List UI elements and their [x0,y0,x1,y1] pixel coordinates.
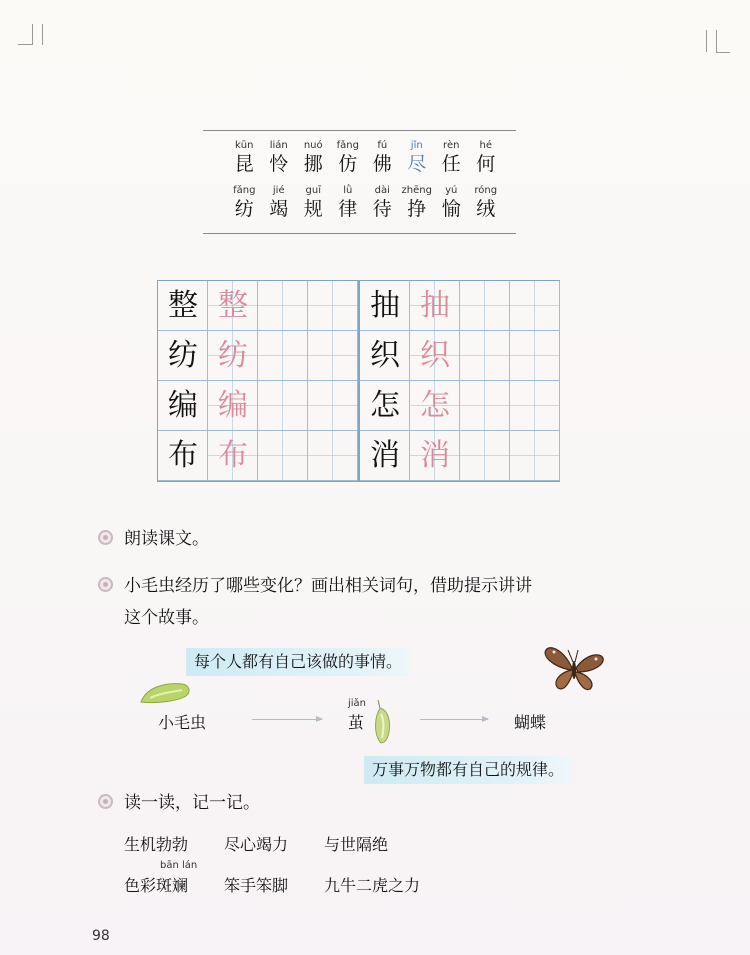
pinyin-char-cell [262,139,297,176]
trace-character: 织 [420,338,450,373]
pinyin-text: fú [377,140,388,151]
grid-cell [158,281,208,331]
grid-cell[interactable] [460,331,510,381]
hanzi-text: 尽 [407,153,427,175]
grid-cell [360,431,410,481]
grid-divider [358,281,360,481]
idiom-item: 九牛二虎之力 [324,876,421,895]
grid-cell [158,331,208,381]
grid-cell[interactable] [308,431,358,481]
exercise-2-text-line2: 这个故事。 [124,608,209,628]
crop-mark-right [706,30,707,52]
hint-box-bottom: 万事万物都有自己的规律。 [364,756,572,784]
pinyin-text: lǜ [343,185,353,196]
stage-butterfly-label: 蝴蝶 [514,713,547,732]
stage-cocoon-label: 茧 [348,713,365,732]
hanzi-text: 怜 [269,153,289,175]
pinyin-row-2 [227,184,503,221]
hanzi-text: 任 [441,153,461,175]
pinyin-char-cell [296,184,331,221]
pinyin-text: jǐn [410,140,423,151]
grid-cell [410,431,460,481]
pinyin-text: dài [374,185,390,196]
grid-cell[interactable] [510,381,560,431]
hanzi-text: 挣 [407,198,427,220]
grid-cell [158,431,208,481]
grid-cell[interactable] [308,331,358,381]
model-character: 织 [370,338,400,373]
grid-cell [410,331,460,381]
grid-cell [360,281,410,331]
idiom-item: 生机勃勃 [124,835,189,854]
crop-mark-right [716,30,717,52]
pinyin-text: hé [479,140,492,151]
grid-cell[interactable] [510,281,560,331]
hint-box-top: 每个人都有自己该做的事情。 [186,648,410,676]
pinyin-char-cell [262,184,297,221]
writing-practice-grid [157,280,560,482]
grid-cell[interactable] [510,331,560,381]
pinyin-text: rèn [443,140,460,151]
grid-cell[interactable] [460,281,510,331]
model-character: 怎 [370,388,400,423]
grid-cell[interactable] [258,331,308,381]
hanzi-text: 待 [372,198,392,220]
pinyin-char-cell [365,139,400,176]
pinyin-text: róng [474,185,498,196]
trace-character: 消 [420,438,450,473]
pinyin-char-cell [400,139,435,176]
exercise-3-text: 读一读，记一记。 [124,793,260,813]
hanzi-text: 规 [303,198,323,220]
pinyin-char-cell [296,139,331,176]
pinyin-char-cell [469,184,504,221]
hanzi-text: 竭 [269,198,289,220]
hanzi-text: 昆 [234,153,254,175]
idiom-pinyin: bān lán [160,860,198,871]
exercise-2-text-line1: 小毛虫经历了哪些变化？画出相关词句，借助提示讲讲 [124,576,532,596]
pinyin-row-1 [227,139,503,176]
stage-cocoon-pinyin: jiǎn [348,698,367,709]
grid-cell [360,381,410,431]
model-character: 整 [168,288,198,323]
pinyin-text: fǎng [336,140,359,151]
stage-caterpillar-label: 小毛虫 [158,713,207,732]
cocoon-icon [370,700,394,746]
trace-character: 整 [218,288,248,323]
trace-character: 怎 [420,388,450,423]
hanzi-text: 绒 [476,198,496,220]
butterfly-icon [542,642,606,694]
model-character: 编 [168,388,198,423]
new-characters-box [203,130,516,234]
arrow-icon [420,719,488,720]
grid-cell[interactable] [460,431,510,481]
trace-character: 抽 [420,288,450,323]
crop-mark-left [18,44,32,45]
grid-cell [158,381,208,431]
hanzi-text: 佛 [372,153,392,175]
trace-character: 编 [218,388,248,423]
pinyin-char-cell [434,184,469,221]
grid-cell[interactable] [308,381,358,431]
grid-cell [208,281,258,331]
grid-cell [208,381,258,431]
grid-cell[interactable] [258,381,308,431]
crop-mark-right [716,52,730,53]
hanzi-text: 愉 [441,198,461,220]
hanzi-text: 律 [338,198,358,220]
idiom-item: 笨手笨脚 [224,876,289,895]
grid-cell[interactable] [308,281,358,331]
grid-cell[interactable] [510,431,560,481]
grid-cell[interactable] [258,281,308,331]
idiom-item: 色彩斑斓 [124,876,189,895]
crop-mark-left [32,24,33,45]
grid-cell [208,431,258,481]
model-character: 抽 [370,288,400,323]
crop-mark-left [42,24,43,45]
pinyin-text: nuó [303,140,323,151]
model-character: 纺 [168,338,198,373]
hanzi-text: 何 [476,153,496,175]
exercise-bullet-icon [98,794,113,809]
pinyin-char-cell [331,139,366,176]
grid-cell [360,331,410,381]
pinyin-text: kūn [235,140,254,151]
grid-cell[interactable] [258,431,308,481]
pinyin-text: fǎng [233,185,256,196]
grid-cell[interactable] [460,381,510,431]
pinyin-char-cell [469,139,504,176]
hanzi-text: 纺 [234,198,254,220]
pinyin-text: jié [272,185,285,196]
pinyin-char-cell [434,139,469,176]
pinyin-char-cell [400,184,435,221]
pinyin-text: yú [445,185,458,196]
exercise-bullet-icon [98,530,113,545]
trace-character: 布 [218,438,248,473]
exercise-1-text: 朗读课文。 [124,529,209,549]
idiom-item: 尽心竭力 [224,835,289,854]
arrow-icon [252,719,322,720]
model-character: 布 [168,438,198,473]
pinyin-char-cell [227,184,262,221]
grid-cell [410,381,460,431]
hanzi-text: 仿 [338,153,358,175]
pinyin-text: zhēng [401,185,432,196]
model-character: 消 [370,438,400,473]
pinyin-text: lián [269,140,288,151]
pinyin-text: guī [305,185,321,196]
pinyin-char-cell [365,184,400,221]
grid-cell [410,281,460,331]
exercise-bullet-icon [98,577,113,592]
grid-cell [208,331,258,381]
trace-character: 纺 [218,338,248,373]
caterpillar-icon [138,680,192,706]
idiom-item: 与世隔绝 [324,835,389,854]
hanzi-text: 挪 [303,153,323,175]
pinyin-char-cell [331,184,366,221]
pinyin-char-cell [227,139,262,176]
page-number: 98 [92,928,110,944]
